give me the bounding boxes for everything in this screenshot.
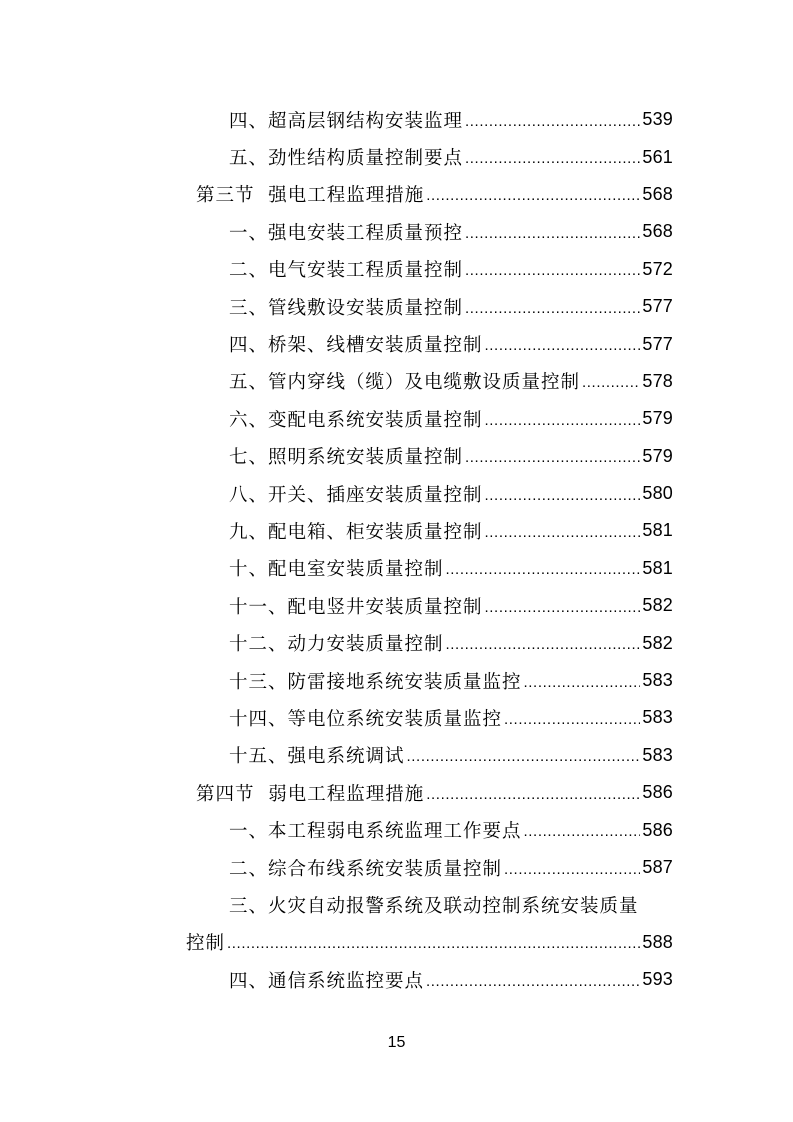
dot-leader (426, 783, 640, 803)
toc-entry-page: 583 (642, 707, 673, 728)
dot-leader (407, 745, 641, 765)
toc-entry-title: 十三、防雷接地系统安装质量监控 (229, 671, 522, 693)
toc-entry-page: 581 (642, 520, 673, 541)
toc-entry-page: 578 (642, 370, 673, 391)
dot-leader (504, 708, 640, 728)
dot-leader (465, 259, 640, 279)
toc-entry-title: 四、通信系统监控要点 (229, 970, 425, 992)
toc-entry-title: 五、管内穿线（缆）及电缆敷设质量控制 (229, 372, 581, 394)
page-number: 15 (387, 1034, 406, 1051)
dot-leader (524, 671, 641, 691)
dot-leader (446, 558, 641, 578)
toc-entry-title: 三、火灾自动报警系统及联动控制系统安装质量 (229, 895, 639, 917)
toc-entry-title: 二、电气安装工程质量控制 (229, 260, 464, 282)
toc-entry-page: 581 (642, 557, 673, 578)
toc-entry-title: 八、开关、插座安装质量控制 (229, 484, 483, 506)
toc-entry[interactable] (0, 512, 673, 549)
toc-entry-title-continuation: 控制 (186, 933, 226, 955)
dot-leader (582, 371, 640, 391)
toc-entry-page: 583 (642, 744, 673, 765)
toc-entry-wrapped-line[interactable] (0, 886, 673, 923)
toc-entry[interactable] (0, 325, 673, 362)
toc-entry-page: 593 (642, 969, 673, 990)
dot-leader (485, 409, 641, 429)
dot-leader (227, 932, 640, 952)
dot-leader (485, 596, 641, 616)
toc-entry-page: 539 (642, 109, 673, 130)
toc-entry[interactable] (0, 961, 673, 998)
toc-entry[interactable] (0, 400, 673, 437)
toc-entry-page: 568 (642, 221, 673, 242)
dot-leader (465, 446, 640, 466)
toc-entry[interactable] (0, 737, 673, 774)
dot-leader (465, 110, 640, 130)
table-of-contents (0, 101, 793, 998)
dot-leader (485, 521, 641, 541)
toc-entry-page: 577 (642, 296, 673, 317)
toc-entry-title: 十、配电室安装质量控制 (229, 559, 444, 581)
toc-entry-continuation[interactable] (0, 924, 673, 961)
toc-entry[interactable] (0, 288, 673, 325)
toc-entry-page: 561 (642, 146, 673, 167)
toc-entry[interactable] (0, 587, 673, 624)
toc-entry-title: 一、本工程弱电系统监理工作要点 (229, 821, 522, 843)
toc-entry[interactable] (0, 475, 673, 512)
toc-entry[interactable] (0, 699, 673, 736)
toc-entry-page: 577 (642, 333, 673, 354)
toc-entry[interactable] (0, 363, 673, 400)
toc-entry[interactable] (0, 662, 673, 699)
toc-entry[interactable] (0, 624, 673, 661)
toc-entry-title: 十五、强电系统调试 (229, 746, 405, 768)
toc-entry[interactable] (0, 101, 673, 138)
toc-entry-title: 六、变配电系统安装质量控制 (229, 409, 483, 431)
dot-leader (465, 147, 640, 167)
toc-entry-page: 568 (642, 183, 673, 204)
toc-entry-title: 五、劲性结构质量控制要点 (229, 148, 464, 170)
toc-entry-page: 582 (642, 595, 673, 616)
toc-entry-title: 十二、动力安装质量控制 (229, 634, 444, 656)
toc-entry-title: 十一、配电竖井安装质量控制 (229, 596, 483, 618)
toc-entry-title: 一、强电安装工程质量预控 (229, 222, 464, 244)
toc-entry[interactable] (0, 811, 673, 848)
toc-entry-title: 四、桥架、线槽安装质量控制 (229, 335, 483, 357)
dot-leader (426, 184, 640, 204)
dot-leader (426, 970, 640, 990)
toc-entry-title: 二、综合布线系统安装质量控制 (229, 858, 503, 880)
toc-entry-title: 十四、等电位系统安装质量监控 (229, 708, 503, 730)
dot-leader (485, 484, 641, 504)
toc-entry-page: 587 (642, 857, 673, 877)
dot-leader (485, 334, 641, 354)
toc-entry-page: 572 (642, 258, 673, 279)
toc-entry[interactable] (0, 849, 673, 886)
toc-entry-title: 第四节 弱电工程监理措施 (196, 783, 425, 805)
toc-entry[interactable] (0, 213, 673, 250)
toc-section-entry[interactable] (0, 774, 673, 811)
toc-entry-page: 579 (642, 408, 673, 429)
toc-entry-page: 586 (642, 782, 673, 803)
toc-entry-page: 588 (642, 931, 673, 952)
toc-entry-page: 579 (642, 445, 673, 466)
dot-leader (504, 858, 640, 878)
toc-entry-page: 580 (642, 483, 673, 504)
toc-entry-title: 九、配电箱、柜安装质量控制 (229, 521, 483, 543)
toc-entry-title: 三、管线敷设安装质量控制 (229, 297, 464, 319)
toc-entry-page: 586 (642, 819, 673, 840)
toc-section-entry[interactable] (0, 176, 673, 213)
toc-entry-page: 583 (642, 670, 673, 691)
dot-leader (446, 633, 641, 653)
toc-entry[interactable] (0, 550, 673, 587)
dot-leader (465, 297, 640, 317)
toc-entry-title: 第三节 强电工程监理措施 (196, 185, 425, 207)
toc-entry-title: 四、超高层钢结构安装监理 (229, 110, 464, 132)
dot-leader (465, 222, 640, 242)
toc-entry-title: 七、照明系统安装质量控制 (229, 447, 464, 469)
toc-entry[interactable] (0, 138, 673, 175)
toc-entry-page: 582 (642, 632, 673, 653)
dot-leader (524, 820, 641, 840)
toc-entry[interactable] (0, 438, 673, 475)
toc-entry[interactable] (0, 251, 673, 288)
